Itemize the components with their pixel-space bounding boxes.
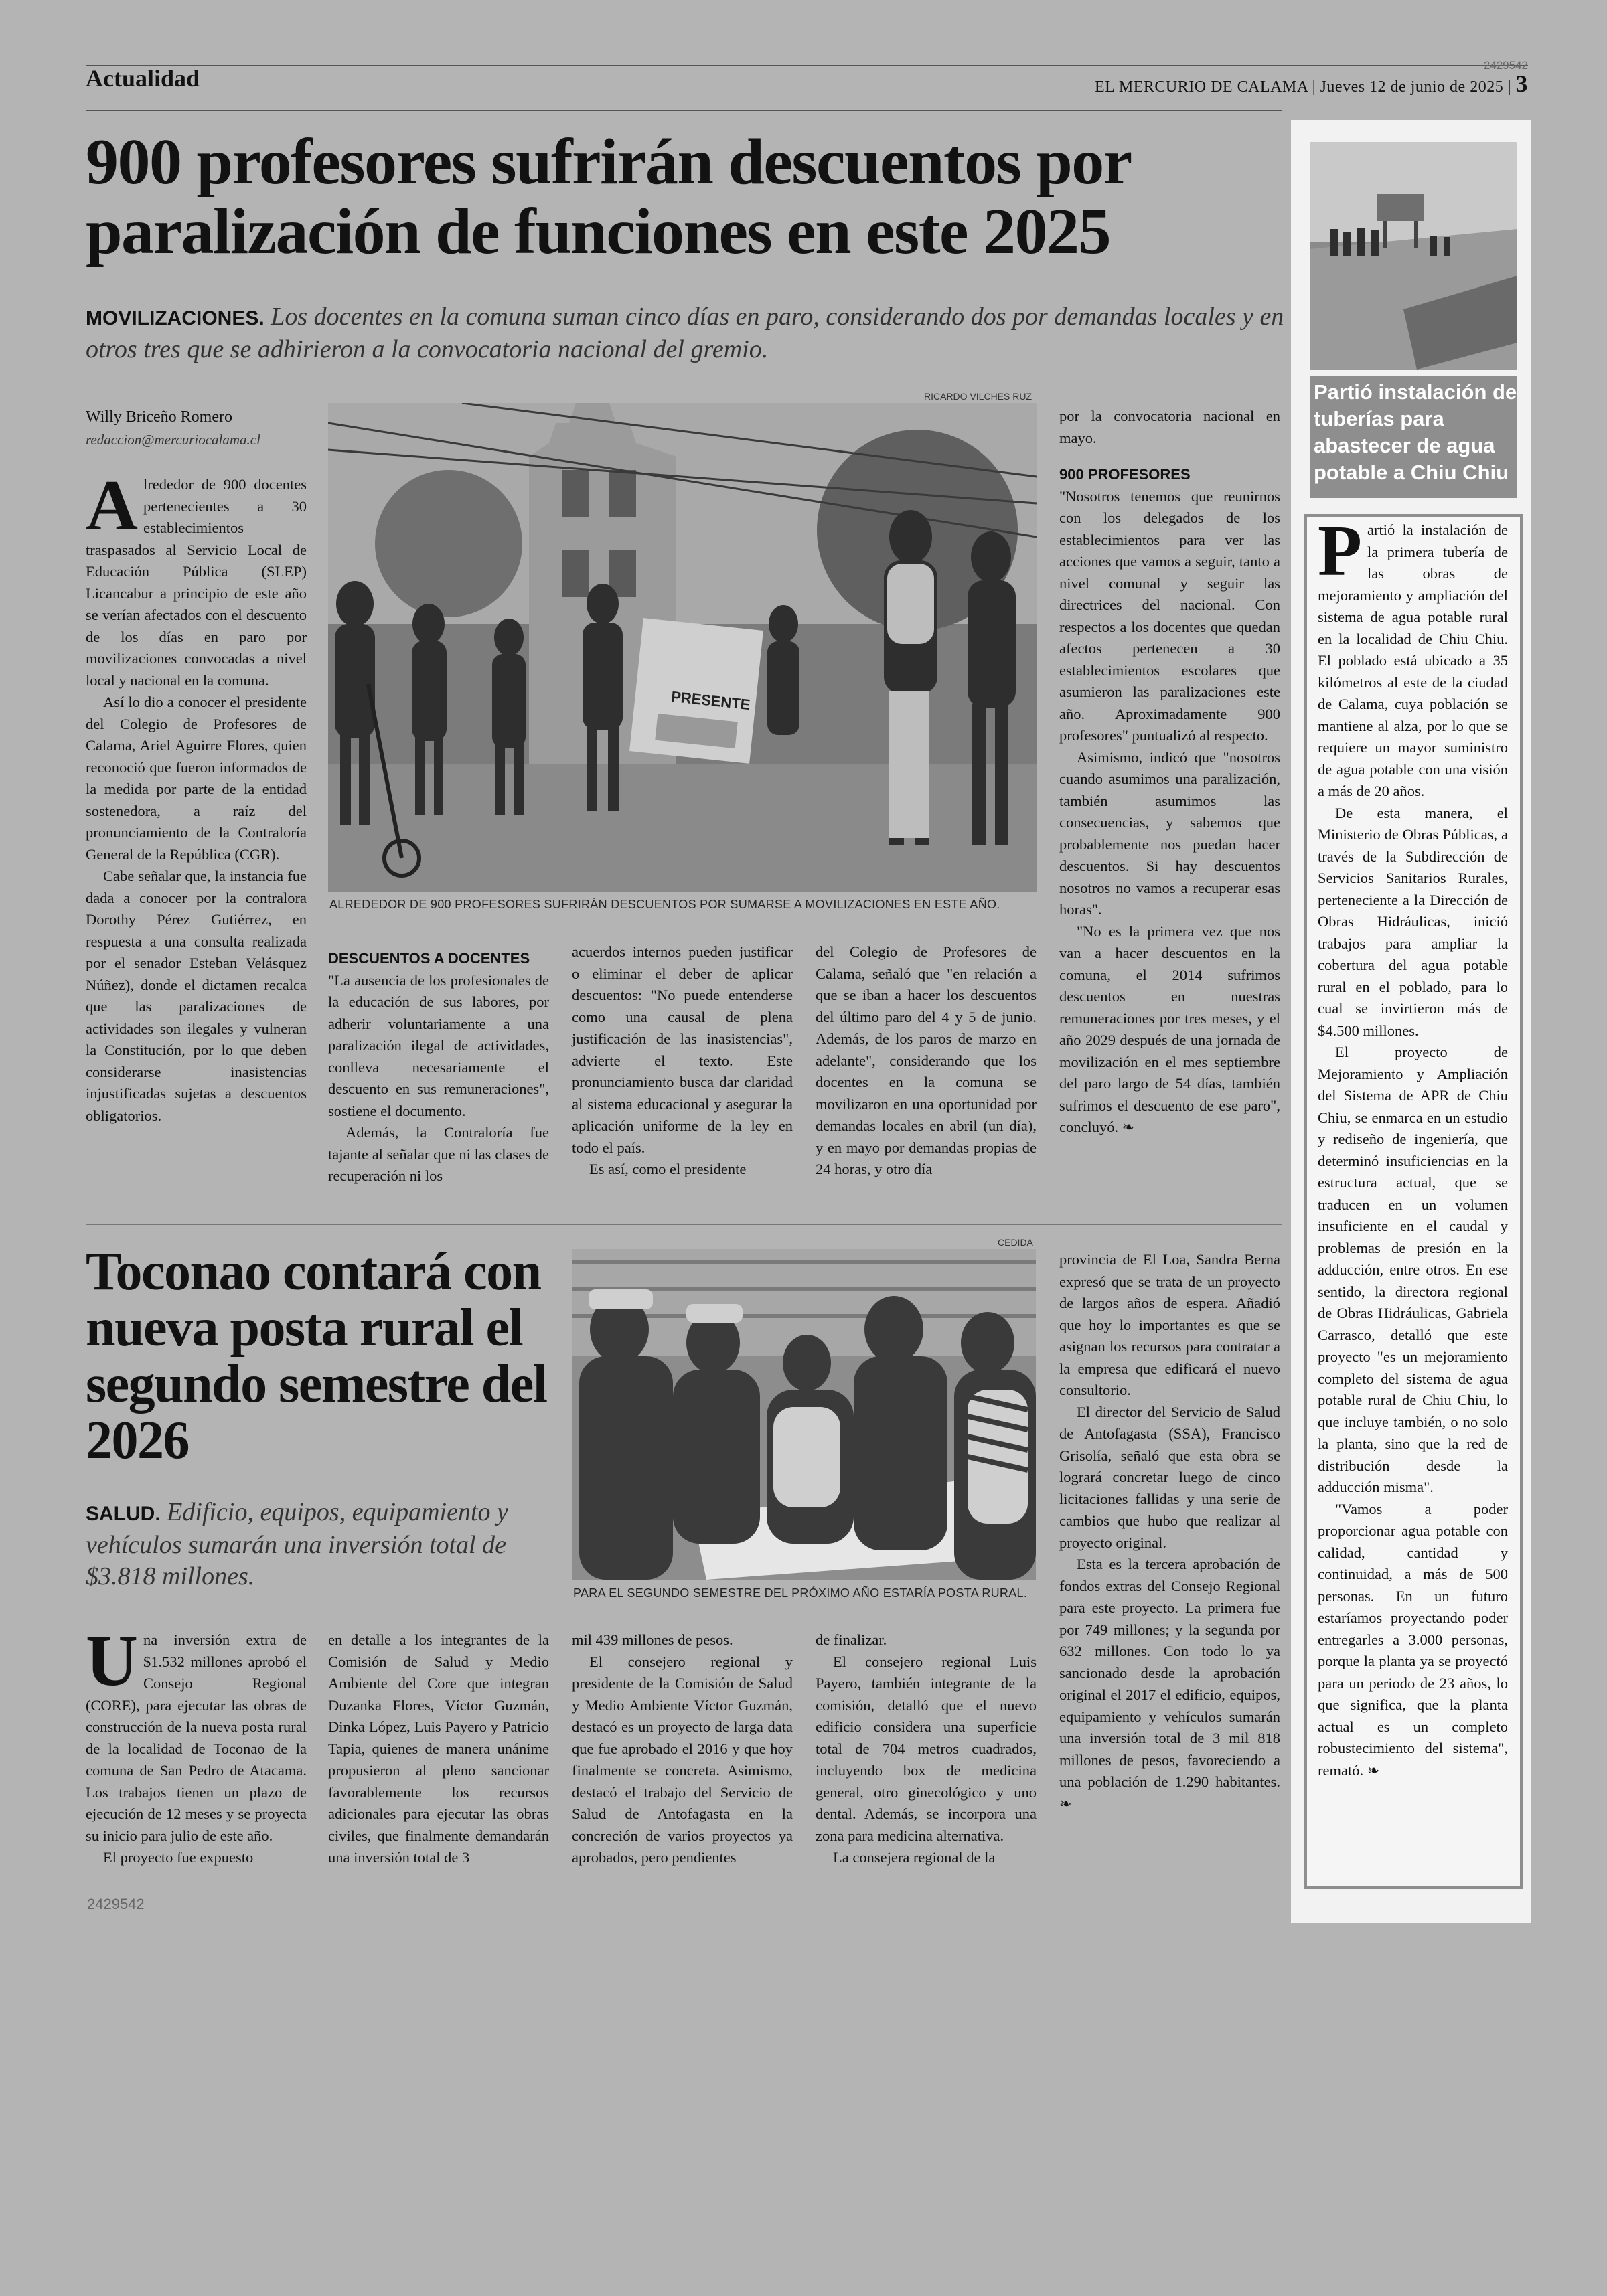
page-number: 3 bbox=[1515, 70, 1528, 97]
sidebar-p4-text: "Vamos a poder proporcionar agua potable con calidad, cantidad y continuidad, a más de 500 personas. En un futuro estaríamos proyectando poder entregarles a 3.000 personas, porque la planta ya se proyectó para un periodo de 23 años, lo que significa, que la planta actual es un completo robustecimiento del sistema", remató. bbox=[1318, 1500, 1508, 1779]
story1-sub2: 900 PROFESORES bbox=[1059, 466, 1191, 483]
story1-photo-credit: RICARDO VILCHES RUZ bbox=[924, 391, 1032, 402]
story2-col5-p2: El director del Servicio de Salud de Antofagasta (SSA), Francisco Grisolía, señaló que esta obra se logrará concretar luego de cinco licitaciones fallidas y una serie de cambios que hubo que realizar al proyecto original. bbox=[1059, 1403, 1280, 1551]
story1-dropcap: A bbox=[86, 466, 138, 546]
story2-dropcap: U bbox=[86, 1621, 138, 1701]
story1-col4-p1: del Colegio de Profesores de Calama, señaló que "en relación a que se iban a hacer los descuentos del último paro del 4 y 5 de junio. Además, de los paros de marzo en adelante", considerando que los docentes en la comuna se movilizaron en una oportunidad por demandas locales en abril (un día), y en mayo por demandas propias de 24 horas, y otro día bbox=[816, 943, 1037, 1177]
sidebar-p2: De esta manera, el Ministerio de Obras Públicas, a través de la Subdirección de Servicios Sanitarios Rurales, perteneciente a la Dirección de Obras Hidráulicas, inició trabajos para ampliar la cobertura del agua potable rural en el poblado, para lo cual se invirtieron más de $4.500 millones. bbox=[1318, 804, 1508, 1039]
end-mark-icon: ❧ bbox=[1122, 1119, 1135, 1136]
story2-col4 bbox=[816, 1629, 1037, 1869]
story2-kicker: SALUD. bbox=[86, 1503, 161, 1525]
story2-col3 bbox=[572, 1629, 793, 1869]
story2-deck-text: Edificio, equipos, equipamiento y vehículos sumarán una inversión total de $3.818 millones. bbox=[86, 1498, 508, 1590]
story1-author: Willy Briceño Romero bbox=[86, 408, 232, 426]
story2-deck bbox=[86, 1497, 554, 1592]
banner-text: PRESENTE bbox=[670, 687, 751, 714]
story1-col2-p2: Además, la Contraloría fue tajante al señalar que ni las clases de recuperación ni los bbox=[328, 1124, 549, 1184]
story2-col1-p1: na inversión extra de $1.532 millones aprobó el Consejo Regional (CORE), para ejecutar las obras de construcción de la nueva posta rural de la localidad de Toconao de la comuna de San Pedro de Atacama. Los trabajos tienen un plazo de ejecución de 12 meses y se proyecta su inicio para julio de este año. bbox=[86, 1631, 307, 1844]
story1-col5-p2: Asimismo, indicó que "nosotros cuando asumimos una paralización, también asumimos las consecuencias, y sabemos que probablemente nos puedan hacer descuentos. Si hay descuentos nosotros no vamos a recuperar esas horas". bbox=[1059, 748, 1280, 918]
story1-col5 bbox=[1059, 406, 1280, 1139]
story2-col5-p1: provincia de El Loa, Sandra Berna expresó que se trata de un proyecto de largos años de espera. Añadió que hoy lo importantes es que se asignan los recursos para contratar a la empresa que edificará el nuevo consultorio. bbox=[1059, 1251, 1280, 1398]
masthead-line bbox=[1095, 70, 1528, 98]
story1-col1-p2: Así lo dio a conocer el presidente del Colegio de Profesores de Calama, Ariel Aguirre Flores, quien reconoció que fueron informados de la medida por parte de la entidad sostenedora, a raíz del pronunciamiento de la Contraloría General de la República (CGR). bbox=[86, 693, 307, 863]
story2-col1 bbox=[86, 1621, 307, 1869]
pipeline-photo-illustration bbox=[1310, 142, 1517, 370]
sidebar-photo bbox=[1310, 142, 1517, 370]
story1-col2-p1: "La ausencia de los profesionales de la educación de sus labores, por adherir voluntariamente a una paralización ilegal de actividades, conlleva necesariamente el descuento en sus remuneraciones", sostiene el documento. bbox=[328, 971, 549, 1119]
sidebar-title: Partió instalación de tuberías para abastecer de agua potable a Chiu Chiu bbox=[1314, 380, 1517, 484]
sidebar-p3: El proyecto de Mejoramiento y Ampliación del Sistema de APR de Chiu Chiu, se enmarca en un estudio y rediseño de ingeniería, que determinó insuficiencias en la estructura actual, que se traducen en un volumen insuficiente en el caudal y problemas de presión en la adducción, entre otros. En ese sentido, la directora regional de Obras Hidráulicas, Gabriela Carrasco, detalló que este proyecto "es un mejoramiento completo del sistema de agua potable rural de Chiu Chiu, lo que incluye también, o no solo la planta, sino que la red de distribución desde la adducción misma". bbox=[1318, 1044, 1508, 1495]
story2-col4-p2: El consejero regional Luis Payero, también integrante de la comisión, detalló que el nuevo edificio considera una superficie total de 704 metros cuadrados, incluyendo box de medicina general, otro ginecológico y uno dental. Además, se incorpora una zona para medicina alternativa. bbox=[816, 1653, 1037, 1844]
story2-col5 bbox=[1059, 1249, 1280, 1815]
meeting-photo-illustration bbox=[572, 1249, 1036, 1580]
story-divider bbox=[86, 1224, 1282, 1225]
story1-col1-p1: lrededor de 900 docentes pertenecientes a 30 establecimientos traspasados al Servicio Local de Educación Pública (SLEP) Licancabur a principio de este año se verían afectados con el descuento de los días en paro por movilizaciones convocadas a nivel local y nacional en la comuna. bbox=[86, 476, 307, 689]
story2-col3-p2: El consejero regional y presidente de la Comisión de Salud y Medio Ambiente Víctor Guzmán, destacó es un proyecto de larga data que fue aprobado el 2016 y que hoy finalmente se concreta. Asimismo, destacó el trabajo del Servicio de Salud de Antofagasta en la concreción de varios proyectos ya aprobados, pero pendientes bbox=[572, 1653, 793, 1866]
page-id-bottom: 2429542 bbox=[87, 1896, 145, 1912]
story2-col5-p3 bbox=[1059, 1554, 1280, 1815]
story2-col3-p1: mil 439 millones de pesos. bbox=[572, 1631, 733, 1648]
story2-photo-caption: PARA EL SEGUNDO SEMESTRE DEL PRÓXIMO AÑO ESTARÍA POSTA RURAL. bbox=[573, 1586, 1028, 1600]
story2-col2 bbox=[328, 1629, 549, 1869]
end-mark-icon: ❧ bbox=[1367, 1762, 1380, 1779]
section-label: Actualidad bbox=[86, 65, 200, 92]
story1-col2 bbox=[328, 941, 549, 1187]
sidebar-p4 bbox=[1318, 1499, 1508, 1783]
story2-photo-credit: CEDIDA bbox=[998, 1237, 1033, 1248]
story1-col3-p2: Es así, como el presidente bbox=[589, 1161, 747, 1177]
story1-col1-p3: Cabe señalar que, la instancia fue dada a conocer por la contralora Dorothy Pérez Gutiérrez, en respuesta a una consulta realizada por el senador Esteban Velásquez Núñez), donde el dictamen recalca que las paralizaciones de actividades son ilegales y vulneran la Constitución, por lo que deben considerarse inasistencias injustificadas sujetas a descuentos obligatorios. bbox=[86, 868, 307, 1124]
story1-kicker: MOVILIZACIONES. bbox=[86, 307, 264, 329]
story2-photo bbox=[572, 1249, 1036, 1580]
masthead-text: EL MERCURIO DE CALAMA | Jueves 12 de junio de 2025 | bbox=[1094, 78, 1511, 96]
sidebar-text bbox=[1318, 511, 1508, 1782]
story1-col4 bbox=[816, 941, 1037, 1181]
march-photo-illustration bbox=[328, 403, 1037, 892]
story2-col4-p3: La consejera regional de la bbox=[833, 1849, 996, 1866]
story2-col2-p1: en detalle a los integrantes de la Comisión de Salud y Medio Ambiente del Core que integran Duzanka Flores, Víctor Guzmán, Dinka López, Luis Payero y Patricio Tapia, quienes de manera unánime propusieron al pleno sancionar favorablemente los recursos adicionales para ejecutar las obras civiles, que finalmente demandarán una inversión total de 3 bbox=[328, 1631, 549, 1866]
story1-photo-caption: ALREDEDOR DE 900 PROFESORES SUFRIRÁN DESCUENTOS POR SUMARSE A MOVILIZACIONES EN ESTE AÑO. bbox=[329, 898, 1000, 911]
story1-col5-p3-text: "No es la primera vez que nos van a hacer descuentos en la comuna, el 2014 sufrimos descuentos en nuestras remuneraciones por tres meses, y el año 2029 después de una jornada de movilización en el mes septiembre del paro largo de 54 días, también sufrimos el descuento de ese paro", concluyó. bbox=[1059, 922, 1280, 1135]
story1-sub1: DESCUENTOS A DOCENTES bbox=[328, 950, 530, 967]
story1-col3 bbox=[572, 941, 793, 1181]
story2-headline: Toconao contará con nueva posta rural el segundo semestre del 2026 bbox=[86, 1242, 547, 1470]
story1-col5-p1: "Nosotros tenemos que reunirnos con los delegados de los establecimientos para ver las acciones que vamos a seguir, tanto a nivel comunal y seguir las directrices del nacional. Con respectos a los docentes que quedan afectos pertenecen a 30 establecimientos escolares que asumieron las paralizaciones este año. Aproximadamente 900 profesores" puntualizó al respecto. bbox=[1059, 487, 1280, 744]
story1-email: redaccion@mercuriocalama.cl bbox=[86, 432, 260, 448]
sidebar-p1: artió la instalación de la primera tubería de las obras de mejoramiento y ampliación del sistema de agua potable rural en la localidad de Chiu Chiu. El poblado está ubicado a 35 kilómetros al este de la ciudad de Calama, cuya población se mantiene al alza, por lo que se requiere un mayor suministro de agua potable con una visión a más de 20 años. bbox=[1318, 521, 1508, 799]
story2-col4-p1: de finalizar. bbox=[816, 1631, 887, 1648]
story1-col1 bbox=[86, 466, 307, 1127]
story2-col1-p2: El proyecto fue expuesto bbox=[103, 1849, 254, 1866]
page-id-top: 2429542 bbox=[1483, 59, 1528, 72]
story1-headline: 900 profesores sufrirán descuentos por paralización de funciones en este 2025 bbox=[86, 126, 1130, 268]
story1-deck-text: Los docentes en la comuna suman cinco días en paro, considerando dos por demandas locales y en otros tres que se adhirieron a la convocatoria nacional del gremio. bbox=[86, 303, 1284, 363]
story1-col5-p3 bbox=[1059, 921, 1280, 1139]
story1-col5-top: por la convocatoria nacional en mayo. bbox=[1059, 408, 1280, 446]
story1-photo bbox=[328, 403, 1037, 892]
header-bottom-rule bbox=[86, 110, 1282, 111]
story1-deck bbox=[86, 301, 1284, 365]
sidebar-dropcap: P bbox=[1318, 511, 1362, 591]
header-top-rule bbox=[86, 65, 1528, 66]
story2-col5-p3-text: Esta es la tercera aprobación de fondos extras del Consejo Regional para este proyecto. La primera fue por 749 millones; y la segunda por 632 millones. Con todo lo ya sancionado desde la aprobación original el 2017 el edificio, equipos, equipamiento y vehículos sumarán una inversión total de 3 mil 818 millones de pesos, favoreciendo a una población de 1.290 habitantes. bbox=[1059, 1556, 1280, 1790]
story1-col3-p1: acuerdos internos pueden justificar o eliminar el deber de aplicar descuentos: "No puede entenderse como una causal de plena justificación de las inasistencias", advierte el texto. Este pronunciamiento busca dar claridad al sistema educacional y asegurar la aplicación uniforme de la ley en todo el país. bbox=[572, 943, 793, 1156]
end-mark-icon: ❧ bbox=[1059, 1795, 1072, 1813]
